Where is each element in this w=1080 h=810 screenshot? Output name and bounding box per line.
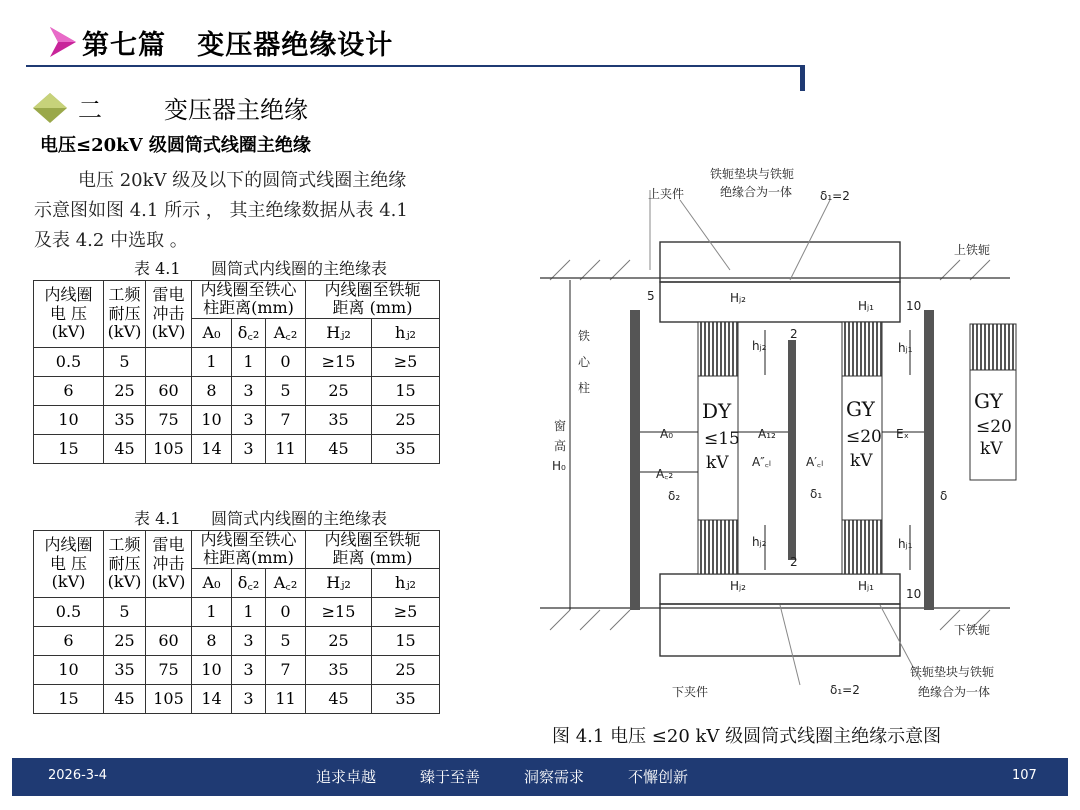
- table-cell: 15: [372, 626, 440, 655]
- table-cell: 5: [104, 597, 146, 626]
- dim-a12: A₁₂: [758, 427, 776, 441]
- header-cell: 工频 耐压 (kV): [104, 281, 146, 348]
- header-cell: 雷电 冲击 (kV): [146, 531, 192, 598]
- header-cell: 内线圈 电 压 (kV): [34, 281, 104, 348]
- table-cell: 75: [146, 655, 192, 684]
- doc-para-line: 及表 4.2 中选取 。: [34, 230, 188, 251]
- dim-ten-bottom: 10: [906, 587, 922, 601]
- dim-small-hj1-bottom: hⱼ₁: [898, 537, 913, 551]
- upper-clamp-label: 上夹件: [648, 187, 685, 201]
- table-cell: 1: [232, 347, 266, 376]
- table-row: [34, 626, 440, 655]
- table-cell: 0.5: [34, 347, 104, 376]
- window-label: 高: [554, 439, 567, 453]
- core-leg-right: [924, 310, 934, 610]
- doc-paragraph: [34, 166, 484, 256]
- insulation-cylinder: [788, 340, 796, 560]
- gy-inner-label: kV: [850, 451, 873, 471]
- dim-a0: A₀: [660, 427, 674, 441]
- dim-hj2-top: Hⱼ₂: [730, 291, 746, 305]
- table-row: [34, 655, 440, 684]
- table-cell: 25: [306, 626, 372, 655]
- table-cell: 7: [266, 405, 306, 434]
- table-cell: ≥5: [372, 597, 440, 626]
- gy-inner-label: ≤20: [846, 427, 882, 447]
- dim-small-hj2-top: hⱼ₂: [752, 339, 767, 353]
- insulation-table: [33, 280, 440, 464]
- footer-slogan: 追求卓越: [316, 768, 377, 786]
- dim-acl2: A″꜀ₗ: [752, 455, 771, 469]
- gy-winding-bottom: [842, 520, 882, 574]
- table-cell: ≥5: [372, 347, 440, 376]
- dim-acl1: A′꜀ₗ: [806, 455, 824, 469]
- table-cell: 45: [104, 684, 146, 713]
- header-divider: [26, 65, 802, 67]
- table-cell: 10: [192, 655, 232, 684]
- table-cell: 3: [232, 434, 266, 463]
- figure-caption: 图 4.1 电压 ≤20 kV 级圆筒式线圈主绝缘示意图: [552, 726, 942, 747]
- window-label: H₀: [552, 459, 566, 473]
- bottom-note-line2: 绝缘合为一体: [918, 685, 991, 699]
- header-cell: 内线圈至铁心 柱距离(mm): [192, 281, 306, 319]
- header-cell: hⱼ₂: [372, 318, 440, 347]
- dim-delta2: δ₂: [668, 489, 681, 503]
- header-cell: 内线圈至铁轭 距离 (mm): [306, 531, 440, 569]
- table-cell: 5: [104, 347, 146, 376]
- header-cell: A₀: [192, 568, 232, 597]
- core-leg-label: 铁: [578, 329, 591, 343]
- table-row: [34, 684, 440, 713]
- insulation-diagram: [540, 160, 1040, 720]
- upper-yoke-label: 上铁轭: [954, 243, 991, 257]
- header-cell: Hⱼ₂: [306, 568, 372, 597]
- header-cell: δ꜀₂: [232, 568, 266, 597]
- core-leg-left: [630, 310, 640, 610]
- table-cell: 10: [34, 655, 104, 684]
- table-row: [34, 376, 440, 405]
- table-cell: 35: [306, 655, 372, 684]
- table-cell: 8: [192, 376, 232, 405]
- dim-small-hj1-top: hⱼ₁: [898, 341, 913, 355]
- table-cell: 1: [192, 597, 232, 626]
- table-cell: 45: [104, 434, 146, 463]
- table-cell: 60: [146, 626, 192, 655]
- footer-slogans: [316, 766, 732, 787]
- table-cell: 3: [232, 376, 266, 405]
- gy-outer-label: GY: [974, 389, 1003, 413]
- footer-slogan: 臻于至善: [420, 768, 481, 786]
- table-cell: 10: [34, 405, 104, 434]
- table-cell: 35: [104, 405, 146, 434]
- doc-para-line: 电压 20kV 级及以下的圆筒式线圈主绝缘: [78, 170, 407, 191]
- footer-date: 2026-3-4: [48, 768, 108, 783]
- dy-label: DY: [702, 399, 732, 423]
- table-cell: 3: [232, 655, 266, 684]
- header-cell: A₀: [192, 318, 232, 347]
- gy-outer-label: ≤20: [976, 417, 1012, 437]
- header-cell: Hⱼ₂: [306, 318, 372, 347]
- table-caption: 表 4.1 圆筒式内线圈的主绝缘表: [134, 259, 388, 278]
- slide-title: 第七篇 变压器绝缘设计: [82, 29, 394, 61]
- table-cell: 25: [104, 626, 146, 655]
- header-cell: 内线圈至铁轭 距离 (mm): [306, 281, 440, 319]
- diamond-bullet-icon: [32, 92, 68, 124]
- table-cell: 6: [34, 626, 104, 655]
- table-cell: 1: [232, 597, 266, 626]
- section-title: 变压器主绝缘: [164, 96, 308, 124]
- table-cell: 25: [372, 655, 440, 684]
- delta-bottom-label: δ₁=2: [830, 683, 860, 697]
- table-cell: 105: [146, 434, 192, 463]
- table-cell: 6: [34, 376, 104, 405]
- table-cell: 3: [232, 684, 266, 713]
- header-cell: 内线圈至铁心 柱距离(mm): [192, 531, 306, 569]
- header-cell: A꜀₂: [266, 568, 306, 597]
- dim-hj1-top: Hⱼ₁: [858, 299, 874, 313]
- header-cell: 内线圈 电 压 (kV): [34, 531, 104, 598]
- dim-two-bottom: 2: [790, 555, 798, 569]
- top-note-line1: 铁轭垫块与铁轭: [710, 167, 795, 181]
- table-cell: 45: [306, 684, 372, 713]
- top-note-line2: 绝缘合为一体: [720, 185, 793, 199]
- section-number: 二: [78, 96, 102, 124]
- dim-ex: Eₓ: [896, 427, 909, 441]
- table-cell: ≥15: [306, 597, 372, 626]
- gy-winding-top: [842, 322, 882, 376]
- table-cell: 25: [104, 376, 146, 405]
- table-cell: 15: [372, 376, 440, 405]
- dy-label: ≤15: [704, 429, 740, 449]
- upper-clamp-block: [660, 242, 900, 282]
- table-row: [34, 434, 440, 463]
- core-leg-label: 心: [578, 355, 591, 369]
- table-cell: 35: [306, 405, 372, 434]
- table-cell: 8: [192, 626, 232, 655]
- arrow-bullet-icon: [48, 25, 78, 59]
- dy-label: kV: [706, 453, 729, 473]
- doc-heading: 电压≤20kV 级圆筒式线圈主绝缘: [40, 135, 311, 156]
- table-row: [34, 347, 440, 376]
- table-cell: 1: [192, 347, 232, 376]
- gy-outer-label: kV: [980, 439, 1003, 459]
- dy-winding-bottom: [698, 520, 738, 574]
- table-cell: 75: [146, 405, 192, 434]
- dim-small-hj2-bottom: hⱼ₂: [752, 535, 767, 549]
- lower-clamp-block: [660, 604, 900, 656]
- bottom-note-line1: 铁轭垫块与铁轭: [910, 665, 995, 679]
- page-number: 107: [1012, 768, 1037, 783]
- header-cell: A꜀₂: [266, 318, 306, 347]
- table-cell: 35: [372, 684, 440, 713]
- dim-two-top: 2: [790, 327, 798, 341]
- table-cell: 25: [372, 405, 440, 434]
- footer-slogan: 洞察需求: [524, 768, 585, 786]
- table-cell: 15: [34, 434, 104, 463]
- header-cell: 雷电 冲击 (kV): [146, 281, 192, 348]
- table-caption: 表 4.1 圆筒式内线圈的主绝缘表: [134, 509, 388, 528]
- table-row: [34, 405, 440, 434]
- table-cell: 0.5: [34, 597, 104, 626]
- dim-delta-right: δ: [940, 489, 948, 503]
- table-cell: 14: [192, 684, 232, 713]
- table-cell: 5: [266, 376, 306, 405]
- table-cell: 35: [104, 655, 146, 684]
- table-cell: 105: [146, 684, 192, 713]
- table-cell: [146, 347, 192, 376]
- table-cell: 15: [34, 684, 104, 713]
- header-cell: hⱼ₂: [372, 568, 440, 597]
- dim-ac2: A꜀₂: [656, 467, 674, 481]
- table-cell: 0: [266, 347, 306, 376]
- header-divider-end: [800, 65, 805, 91]
- gy-inner-label: GY: [846, 397, 875, 421]
- window-label: 窗: [554, 419, 567, 433]
- table-cell: 11: [266, 684, 306, 713]
- lower-yoke-label: 下铁轭: [954, 623, 991, 637]
- table-cell: 0: [266, 597, 306, 626]
- dim-hj2-bottom: Hⱼ₂: [730, 579, 746, 593]
- dim-hj1-bottom: Hⱼ₁: [858, 579, 874, 593]
- slide-header: [48, 22, 393, 62]
- table-cell: 7: [266, 655, 306, 684]
- header-cell: 工频 耐压 (kV): [104, 531, 146, 598]
- table-cell: [146, 597, 192, 626]
- header-cell: δ꜀₂: [232, 318, 266, 347]
- table-cell: ≥15: [306, 347, 372, 376]
- table-row: [34, 597, 440, 626]
- core-leg-label: 柱: [578, 381, 591, 395]
- table-cell: 3: [232, 405, 266, 434]
- lower-clamp-label: 下夹件: [672, 685, 709, 699]
- doc-para-line: 示意图如图 4.1 所示 ， 其主绝缘数据从表 4.1: [34, 200, 408, 221]
- table-cell: 25: [306, 376, 372, 405]
- table-cell: 14: [192, 434, 232, 463]
- dy-winding-top: [698, 322, 738, 376]
- section-heading: [32, 90, 308, 125]
- table-cell: 60: [146, 376, 192, 405]
- gy-outer-winding-top: [970, 324, 1016, 370]
- slide-footer: [12, 758, 1068, 796]
- table-cell: 5: [266, 626, 306, 655]
- table-cell: 45: [306, 434, 372, 463]
- dim-five: 5: [647, 289, 655, 303]
- insulation-table: [33, 530, 440, 714]
- table-cell: 11: [266, 434, 306, 463]
- footer-slogan: 不懈创新: [628, 768, 689, 786]
- dim-delta1: δ₁: [810, 487, 823, 501]
- table-cell: 3: [232, 626, 266, 655]
- delta-top-label: δ₁=2: [820, 189, 850, 203]
- table-cell: 10: [192, 405, 232, 434]
- dim-ten-top: 10: [906, 299, 922, 313]
- table-cell: 35: [372, 434, 440, 463]
